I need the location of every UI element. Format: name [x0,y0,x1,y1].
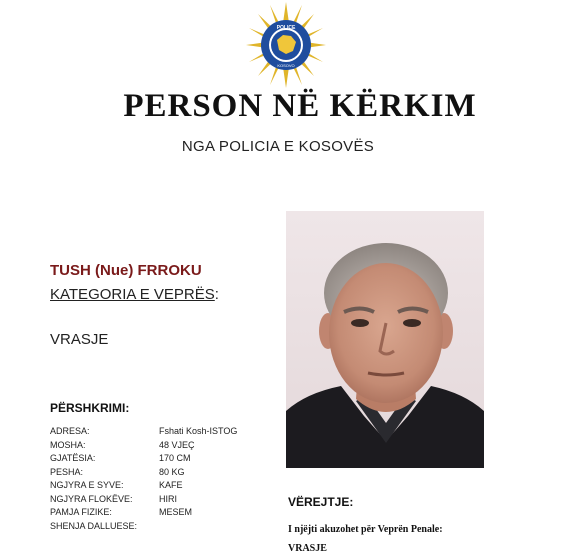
offense-value: VRASJE [50,331,109,348]
detail-key: GJATËSIA: [50,453,96,463]
kosovo-police-emblem-icon [246,2,326,88]
notes-text: I njëjti akuzohet për Veprën Penale: [288,524,443,535]
category-label-colon: : [214,286,219,303]
detail-key: PAMJA FIZIKE: [50,507,112,517]
notes-label: VËREJTJE: [288,495,354,509]
category-label-text: KATEGORIA E VEPRËS [50,286,215,303]
detail-value: MESEM [159,507,193,517]
category-label [50,286,219,303]
svg-text:POLICE: POLICE [276,25,296,31]
poster-title: PERSON NË KËRKIM [123,88,477,124]
detail-value: KAFE [159,480,183,490]
detail-value: 48 VJEÇ [159,439,195,450]
svg-text:KOSOVO: KOSOVO [277,63,295,68]
detail-key: ADRESA: [50,426,90,436]
person-name: TUSH (Nue) FRROKU [50,262,202,279]
detail-value: 170 CM [159,453,191,463]
detail-key: NGJYRA E SYVE: [50,480,124,490]
suspect-portrait-image [286,211,484,468]
detail-key: MOSHA: [50,439,86,450]
detail-key: SHENJA DALLUESE: [50,520,138,531]
description-label: PËRSHKRIMI: [50,401,130,415]
notes-offense: VRASJE [288,543,327,554]
detail-value: 80 KG [159,466,185,477]
detail-key: NGJYRA FLOKËVE: [50,493,133,504]
detail-value: Fshati Kosh-ISTOG [159,426,238,436]
detail-value: HIRI [159,493,177,504]
detail-key: PESHA: [50,466,84,477]
poster-subtitle: NGA POLICIA E KOSOVËS [181,138,375,155]
